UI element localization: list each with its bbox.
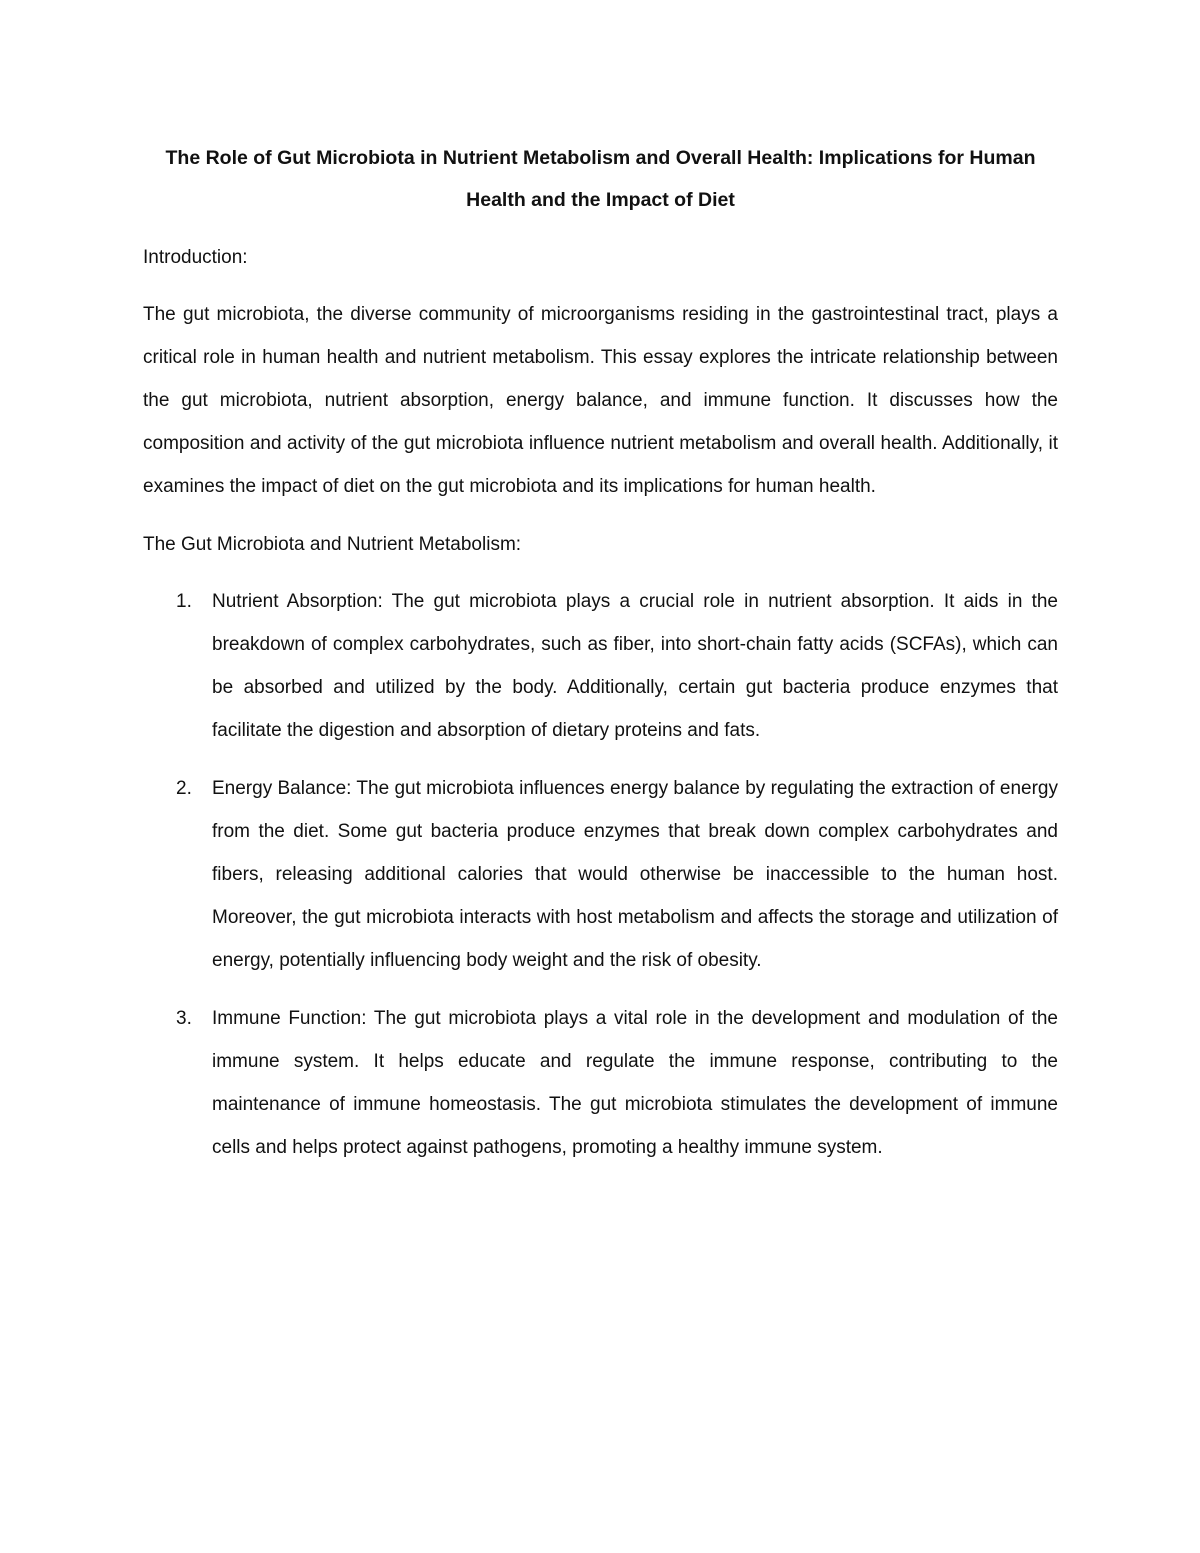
introduction-heading: Introduction: bbox=[143, 247, 248, 268]
list-item-number: 2. bbox=[176, 778, 192, 799]
numbered-list bbox=[143, 580, 1058, 1169]
list-item-text: Immune Function: The gut microbiota plays a vital role in the development and modulation of the immune system. It helps educate and regulate the immune response, contributing to the maintenance of immune homeostasis. The gut microbiota stimulates the development of immune cells and helps protect against pathogens, promoting a healthy immune system. bbox=[212, 1008, 1058, 1158]
list-item bbox=[143, 767, 1058, 982]
list-item bbox=[143, 997, 1058, 1169]
list-item-text: Energy Balance: The gut microbiota influences energy balance by regulating the extraction of energy from the diet. Some gut bacteria produce enzymes that break down complex carbohydrates and fibers, releasing additional calories that would otherwise be inaccessible to the human host. Moreover, the gut microbiota interacts with host metabolism and affects the storage and utilization of energy, potentially influencing body weight and the risk of obesity. bbox=[212, 778, 1058, 971]
document-body bbox=[143, 137, 1058, 1184]
list-item-text: Nutrient Absorption: The gut microbiota plays a crucial role in nutrient absorption. It aids in the breakdown of complex carbohydrates, such as fiber, into short-chain fatty acids (SCFAs), which can be absorbed and utilized by the body. Additionally, certain gut bacteria produce enzymes that facilitate the digestion and absorption of dietary proteins and fats. bbox=[212, 591, 1058, 741]
list-item bbox=[143, 580, 1058, 752]
introduction-paragraph: The gut microbiota, the diverse community of microorganisms residing in the gastrointestinal tract, plays a critical role in human health and nutrient metabolism. This essay explores the intricate relationship between the gut microbiota, nutrient absorption, energy balance, and immune function. It discusses how the composition and activity of the gut microbiota influence nutrient metabolism and overall health. Additionally, it examines the impact of diet on the gut microbiota and its implications for human health. bbox=[143, 304, 1058, 497]
list-item-number: 3. bbox=[176, 1008, 192, 1029]
list-item-number: 1. bbox=[176, 591, 192, 612]
section-heading: The Gut Microbiota and Nutrient Metabolism: bbox=[143, 534, 522, 555]
document-title: The Role of Gut Microbiota in Nutrient Metabolism and Overall Health: Implications for Human Health and the Impact of Diet bbox=[165, 147, 1036, 211]
